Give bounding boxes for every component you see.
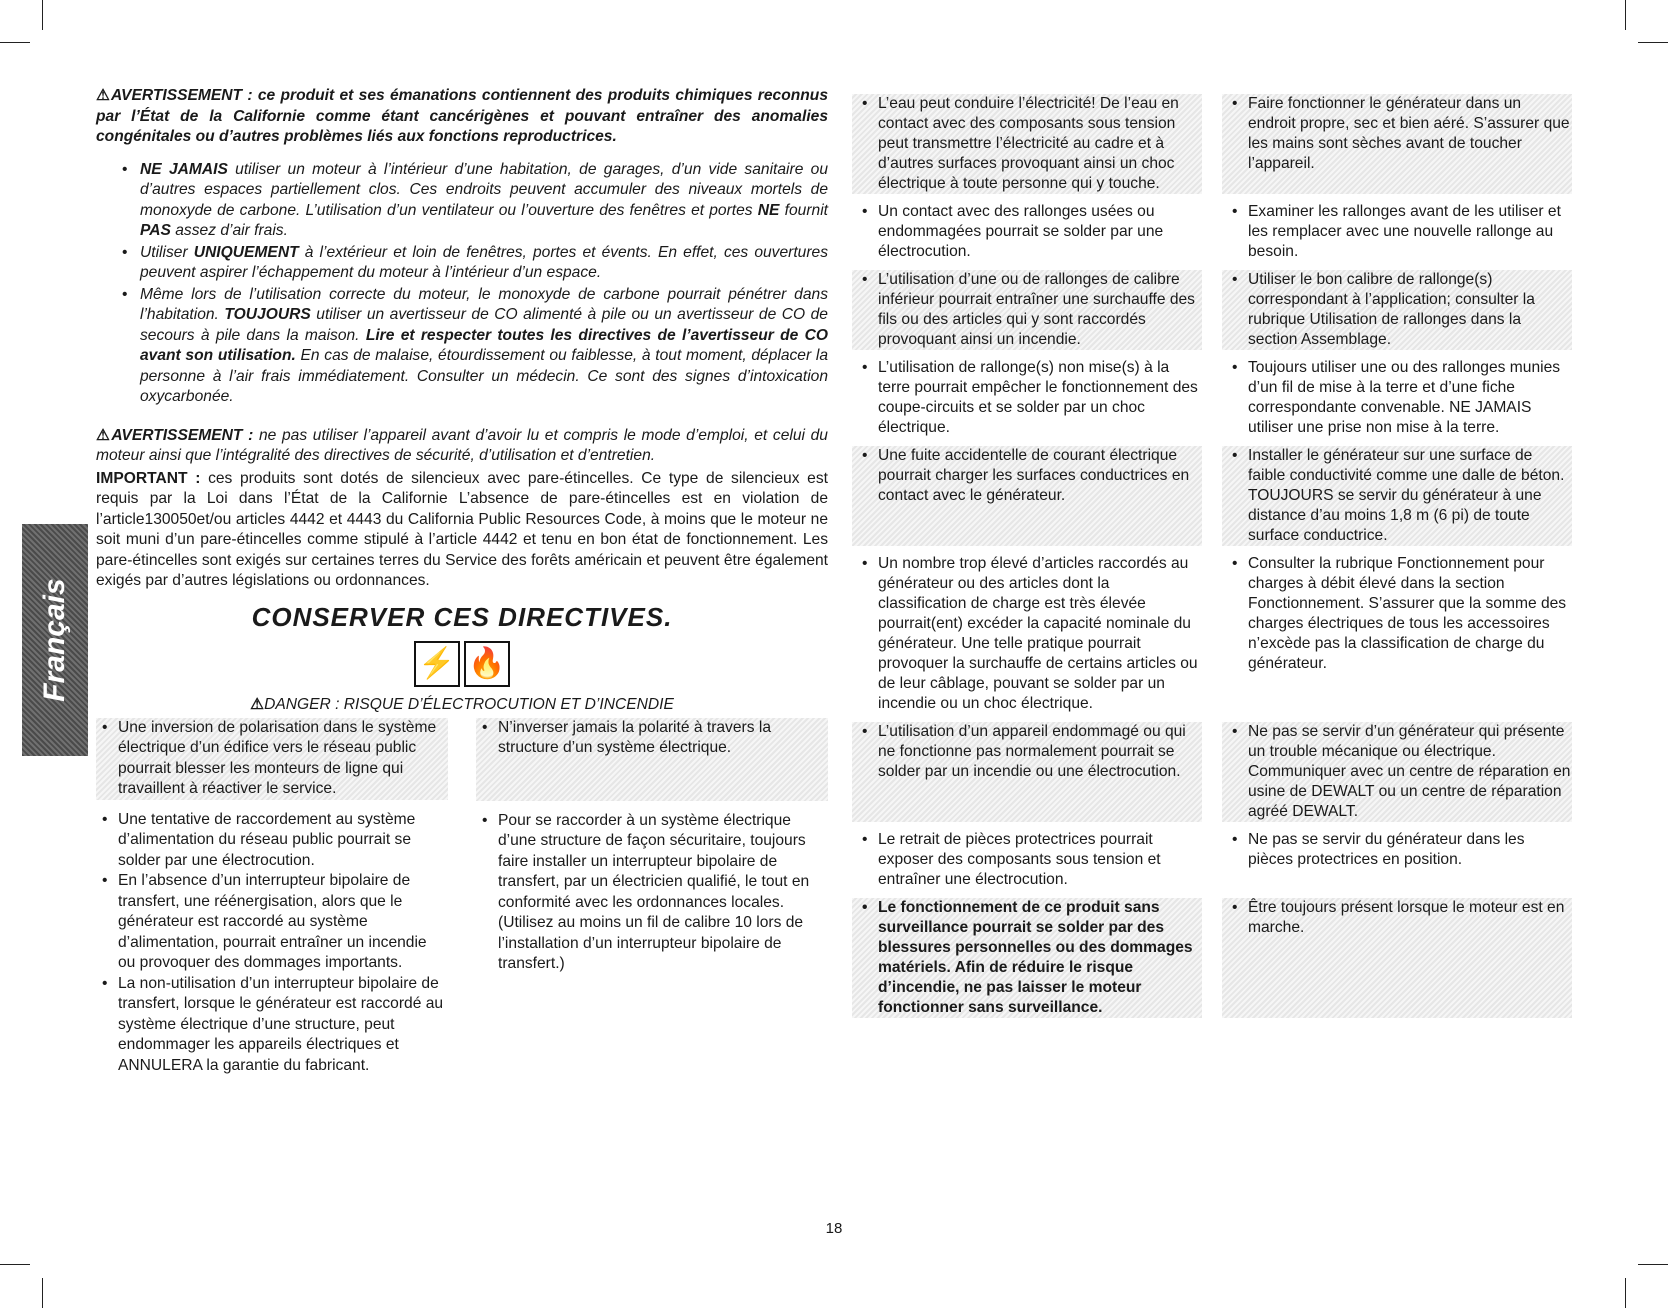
- danger-item: • La non-utilisation d’un interrupteur bipolaire de transfert, lorsque le générateur est raccordé au système électrique d’une structure, peut endommager les appareils électriques et ANNULERA la garantie du fabricant.: [96, 974, 448, 1077]
- fire-icon: 🔥: [464, 641, 510, 687]
- electric-shock-icon: ⚡: [414, 641, 460, 687]
- language-tab: [22, 524, 88, 756]
- hazard-risk-item: • Le fonctionnement de ce produit sans surveillance pourrait se solder par des blessures personnelles ou des dommages matériels. Afin de réduire le risque d’incendie, ne pas laisser le moteur fonctionner sans surveillance.: [852, 898, 1202, 1018]
- co-bullet: • Même lors de l’utilisation correcte du moteur, le monoxyde de carbone pourrait pénétrer dans l’habitation. TOUJOURS utiliser un avertisseur de CO alimenté à pile ou un avertisseur de CO de secours à pile dans la maison. Lire et respecter toutes les directives de l’avertisseur de CO avant son utilisation. En cas de malaise, étourdissement ou faiblesse, à tout moment, déplacer la personne à l’air frais immédiatement. Consulter un médecin. Ce sont des signes d’intoxication oxycarbonée.: [140, 285, 828, 408]
- crop-mark: [1625, 1278, 1626, 1308]
- crop-mark: [42, 1278, 43, 1308]
- directives-title: CONSERVER CES DIRECTIVES.: [251, 601, 673, 632]
- danger-item: • Une tentative de raccordement au système d’alimentation du réseau public pourrait se solder par une électrocution.: [96, 810, 448, 872]
- hazard-action-item: • Utiliser le bon calibre de rallonge(s) correspondant à l’application; consulter la rubrique Utilisation de rallonges dans la section Assemblage.: [1222, 270, 1572, 350]
- warning-triangle-icon: ⚠: [96, 426, 112, 444]
- danger-item: • N’inverser jamais la polarité à travers la structure d’un système électrique.: [476, 718, 828, 801]
- crop-mark: [1638, 1264, 1668, 1265]
- hazard-action-item: • Examiner les rallonges avant de les utiliser et les remplacer avec une nouvelle rallonge au besoin.: [1222, 202, 1572, 262]
- crop-mark: [42, 0, 43, 30]
- co-bullet: • Utiliser UNIQUEMENT à l’extérieur et loin de fenêtres, portes et évents. En effet, ces ouvertures peuvent aspirer l’échappement du moteur à l’intérieur d’un espace.: [140, 243, 828, 284]
- hazard-risk-item: • Une fuite accidentelle de courant électrique pourrait charger les surfaces conductrices en contact avec le générateur.: [852, 446, 1202, 546]
- danger-item: • Une inversion de polarisation dans le système électrique d’un édifice vers le réseau public pourrait blesser les monteurs de ligne qui travaillent à réactiver le service.: [96, 718, 448, 800]
- hazard-risk-item: • L’utilisation de rallonge(s) non mise(s) à la terre pourrait empêcher le fonctionnement des coupe-circuits et se solder par un choc électrique.: [852, 358, 1202, 438]
- crop-mark: [0, 42, 30, 43]
- hazard-risk-item: • Un nombre trop élevé d’articles raccordés au générateur ou des articles dont la classification de charge est très élevée pourrait(ent) excéder la capacité nominale du générateur. Une telle pratique pourrait provoquer la surchauffe de certains articles ou de leur câblage, pouvant se solder par un incendie ou un choc électrique.: [852, 554, 1202, 714]
- crop-mark: [1638, 42, 1668, 43]
- danger-item: • Pour se raccorder à un système électrique d’une structure de façon sécuritaire, toujours faire installer un interrupteur bipolaire de transfert, par un électricien qualifié, le tout en conformité avec les ordonnances locales. (Utilisez au moins un fil de calibre 10 lors de l’installation d’un interrupteur bipolaire de transfert.): [476, 811, 828, 975]
- hazard-action-item: • Installer le générateur sur une surface de faible conductivité comme une dalle de béton. TOUJOURS se servir du générateur à une distance d’au moins 1,8 m (6 pi) de toute surface conductrice.: [1222, 446, 1572, 546]
- page-number: 18: [825, 1220, 843, 1237]
- hazard-risk-item: • L’eau peut conduire l’électricité! De l’eau en contact avec des composants sous tension peut transmettre l’électricité au cadre et à d’autres surfaces provoquant ainsi un choc électrique à toute personne qui y touche.: [852, 94, 1202, 194]
- important-paragraph: IMPORTANT : ces produits sont dotés de silencieux avec pare-étincelles. Ce type de silencieux est requis par la Loi dans l’État de la Californie L’absence de pare-étincelles est en violation de l’article130050et/ou articles 4442 et 4443 du California Public Resources Code, à moins que le moteur ne soit muni d’un pare-étincelles comme stipulé à l’article 4442 et tenu en bon état de fonctionnement. Les pare-étincelles sont exigés sur certaines terres du Service des forêts américain et peuvent être également exigés par d’autres législations ou ordonnances.: [96, 469, 828, 589]
- hazard-icons: [96, 641, 828, 687]
- hazard-action-item: • Faire fonctionner le générateur dans un endroit propre, sec et bien aéré. S’assurer que les mains sont sèches avant de toucher l’appareil.: [1222, 94, 1572, 194]
- hazard-risk-item: • Le retrait de pièces protectrices pourrait exposer des composants sous tension et entraîner une électrocution.: [852, 830, 1202, 890]
- crop-mark: [0, 1264, 30, 1265]
- danger-columns: [96, 718, 828, 1077]
- danger-item: • En l’absence d’un interrupteur bipolaire de transfert, une réénergisation, alors que le générateur est raccordé au système d’alimentation, pourrait entraîner un incendie ou provoquer des dommages importants.: [96, 871, 448, 974]
- hazard-action-item: • Consulter la rubrique Fonctionnement pour charges à débit élevé dans la section Fonctionnement. S’assurer que la somme des charges électriques de tous les accessoires n’excède pas la classification de charge du générateur.: [1222, 554, 1572, 714]
- warning-triangle-icon: ⚠: [96, 87, 111, 104]
- co-bullet: • NE JAMAIS utiliser un moteur à l’intérieur d’une habitation, de garages, d’un vide sanitaire ou d’autres espaces partiellement clos. Ces endroits peuvent accumuler des niveaux mortels de monoxyde de carbone. L’utilisation d’un ventilateur ou l’ouverture des fenêtres et portes NE fournit PAS assez d’air frais.: [140, 160, 828, 242]
- hazard-table: [852, 94, 1572, 1026]
- hazard-risk-item: • Un contact avec des rallonges usées ou endommagées pourrait se solder par une électrocution.: [852, 202, 1202, 262]
- prop65-warning: ⚠AVERTISSEMENT : ce produit et ses émanations contiennent des produits chimiques reconnus par l’État de la Californie comme étant cancérigènes et pouvant entraîner des anomalies congénitales ou d’autres problèmes liés aux fonctions reproductrices.: [96, 87, 828, 145]
- hazard-action-item: • Être toujours présent lorsque le moteur est en marche.: [1222, 898, 1572, 1018]
- danger-title: ⚠DANGER : RISQUE D’ÉLECTROCUTION ET D’INCENDIE: [250, 695, 674, 713]
- hazard-action-item: • Toujours utiliser une ou des rallonges munies d’un fil de mise à la terre et d’une fiche correspondante convenable. NE JAMAIS utiliser une prise non mise à la terre.: [1222, 358, 1572, 438]
- left-column: [96, 86, 828, 1076]
- language-tab-label: Français: [38, 578, 71, 702]
- crop-mark: [1625, 0, 1626, 30]
- co-bullet-list: [96, 160, 828, 408]
- warning-triangle-icon: ⚠: [250, 695, 265, 713]
- hazard-risk-item: • L’utilisation d’un appareil endommagé ou qui ne fonctionne pas normalement pourrait se solder par un incendie ou une électrocution.: [852, 722, 1202, 822]
- hazard-action-item: • Ne pas se servir du générateur dans les pièces protectrices en position.: [1222, 830, 1572, 890]
- hazard-action-item: • Ne pas se servir d’un générateur qui présente un trouble mécanique ou électrique. Communiquer avec un centre de réparation en usine de DEWALT ou un centre de réparation agréé DEWALT.: [1222, 722, 1572, 822]
- hazard-risk-item: • L’utilisation d’une ou de rallonges de calibre inférieur pourrait entraîner une surchauffe des fils ou des articles qui y sont raccordés provoquant ainsi un incendie.: [852, 270, 1202, 350]
- manual-warning: ⚠AVERTISSEMENT : ne pas utiliser l’appareil avant d’avoir lu et compris le mode d’emploi, et celui du moteur ainsi que l’intégralité des directives de sécurité, d’utilisation et d’entretien.: [96, 426, 828, 464]
